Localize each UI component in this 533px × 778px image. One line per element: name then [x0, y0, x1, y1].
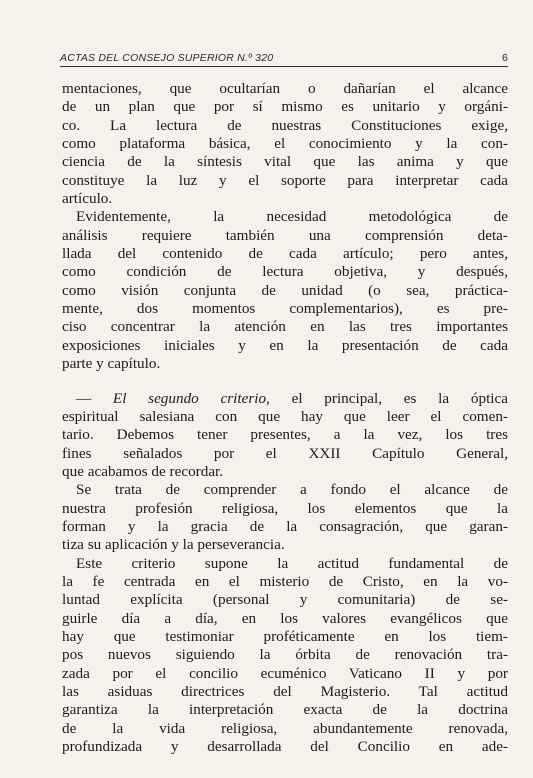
text-line: espiritual salesiana con que hay que leer el comen-: [62, 407, 508, 425]
text-line: fines señalados por el XXII Capítulo General,: [62, 444, 508, 462]
text-line: mentaciones, que ocultarían o dañarían el alcance: [62, 80, 508, 97]
paragraph-1: [62, 80, 508, 208]
text-line: llada del contenido de cada artículo; pero antes,: [62, 245, 508, 263]
running-title: ACTAS DEL CONSEJO SUPERIOR N.º 320: [60, 52, 274, 64]
page-number: 6: [501, 52, 508, 64]
running-header: [60, 50, 508, 67]
text-line: profundizada y desarrollada del Concilio en ade-: [62, 738, 508, 756]
text-line: como condición de lectura objetiva, y después,: [62, 263, 508, 281]
text-line: como visión conjunta de unidad (o sea, prácticа-: [62, 281, 508, 299]
text-line: guirle día a día, en los valores evangélicos que: [62, 609, 508, 627]
text-line: co. La lectura de nuestras Constituciones exige,: [62, 116, 508, 134]
criterion-heading: El segundo criterio,: [112, 389, 270, 407]
text-line: parte y capítulo.: [62, 355, 161, 373]
text-line: Evidentemente, la necesidad metodológica de: [76, 208, 508, 226]
text-line: exposiciones iniciales y en la presentación de cada: [62, 336, 508, 354]
paragraph-3: [62, 390, 508, 482]
text-line: las asiduas directrices del Magisterio. Tal actitud: [62, 683, 508, 700]
paragraph-2: [62, 208, 508, 373]
text-line: de la vida religiosa, abundantemente renovada,: [62, 719, 508, 737]
paragraph-4: [62, 481, 508, 554]
text-line: tiza su aplicación y la perseverancia.: [62, 536, 285, 554]
text-line: artículo.: [62, 190, 113, 208]
text-line: zada por el concilio ecuménico Vaticano II y por: [62, 664, 508, 682]
text-line: mente, dos momentos complementarios), es pre-: [62, 300, 508, 318]
text-line: constituye la luz y el soporte para interpretar cada: [62, 171, 508, 189]
text-line: ciso concentrar la atención en las tres importantes: [62, 318, 508, 336]
text-line: garantiza la interpretación exacta de la doctrina: [62, 701, 508, 719]
text-line: nuestra profesión religiosa, los elementos que la: [62, 499, 508, 517]
text-fragment: el principal, es la óptica: [269, 389, 508, 407]
text-line: luntad explícita (personal y comunitaria) de se-: [62, 591, 508, 609]
text-line: la fe centrada en el misterio de Cristo, en la vo-: [62, 572, 508, 590]
text-line: hay que testimoniar proféticamente en los tiem-: [62, 627, 508, 645]
text-line: ciencia de la síntesis vital que las anima y que: [62, 153, 508, 171]
section-gap: [62, 374, 508, 390]
text-line: que acabamos de recordar.: [62, 462, 224, 480]
body-text: [62, 80, 508, 756]
text-line: de un plan que por sí mismo es unitario y orgáni-: [62, 98, 508, 116]
text-line: análisis requiere también una comprensión deta-: [62, 226, 508, 244]
text-line: Se trata de comprender a fondo el alcance de: [76, 481, 508, 499]
text-line: forman y la gracia de la consagración, que garan-: [62, 517, 508, 535]
text-line: como plataforma básica, el conocimiento y la con-: [62, 135, 508, 153]
em-dash: —: [76, 389, 113, 407]
text-line: tario. Debemos tener presentes, a la vez, los tres: [62, 426, 508, 444]
text-line: pos nuevos siguiendo la órbita de renovación tra-: [62, 646, 508, 664]
text-line: [62, 390, 508, 408]
text-line: Este criterio supone la actitud fundamental de: [76, 554, 508, 572]
paragraph-5: [62, 555, 508, 757]
